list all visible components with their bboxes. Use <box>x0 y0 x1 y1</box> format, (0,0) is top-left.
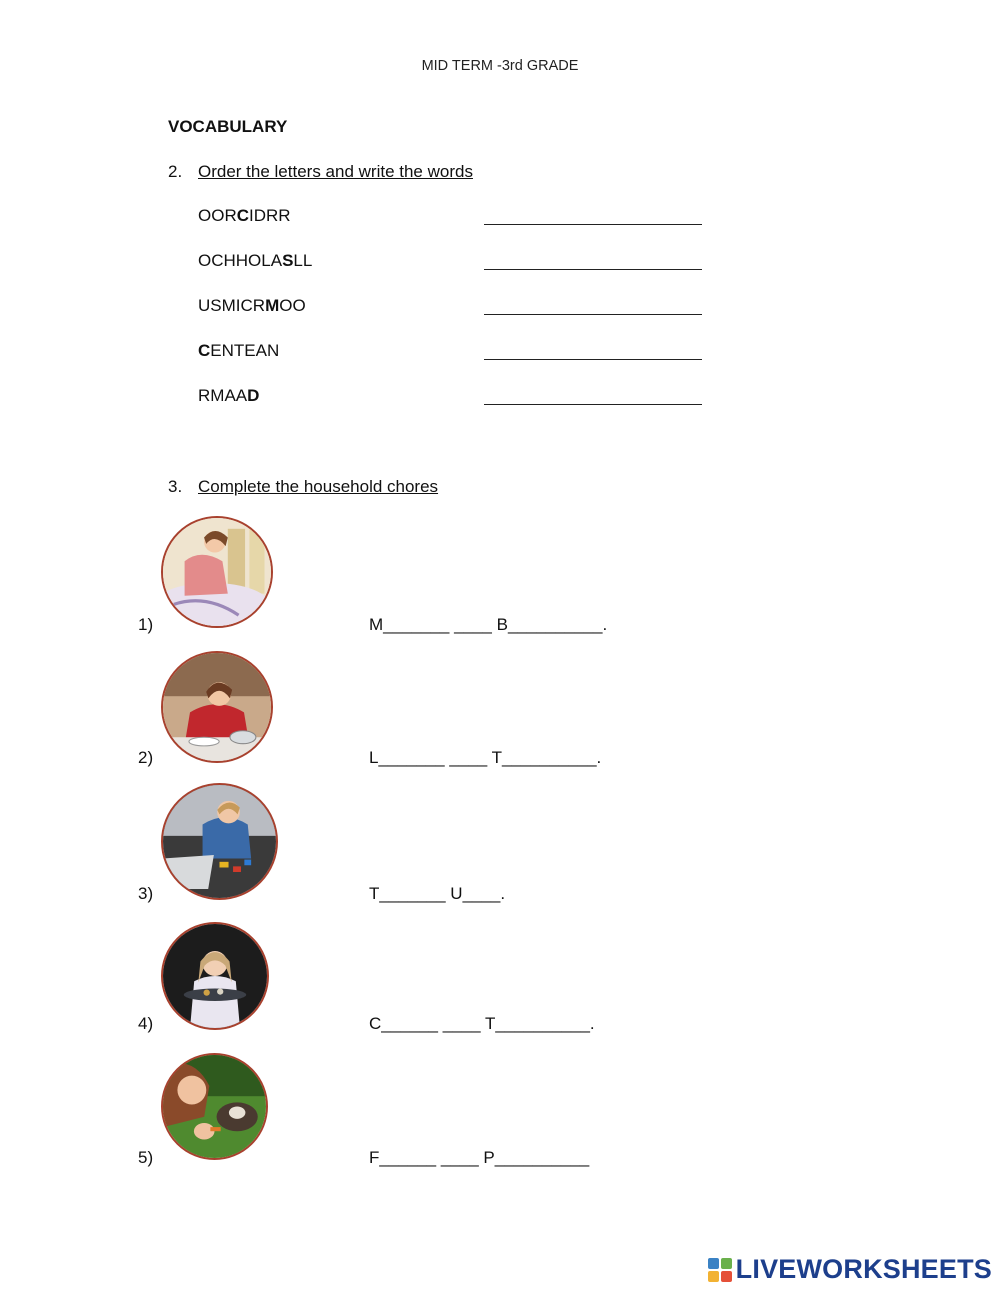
answer-line-4[interactable] <box>484 359 702 360</box>
chore-photo-tidy-up <box>161 783 278 900</box>
answer-line-3[interactable] <box>484 314 702 315</box>
chore-photo-clear-table <box>161 922 269 1030</box>
scrambled-word-1: OORCIDRR <box>198 206 291 225</box>
chore-number-4: 4) <box>138 1014 154 1033</box>
chore-blank-5[interactable]: F______ ____ P__________ <box>369 1148 590 1167</box>
q3-number: 3. <box>168 477 183 496</box>
answer-line-1[interactable] <box>484 224 702 225</box>
q2-number: 2. <box>168 162 183 181</box>
page-header: MID TERM -3rd GRADE <box>421 58 579 74</box>
chore-blank-3[interactable]: T_______ U____. <box>369 884 506 903</box>
q3-instruction: Complete the household chores <box>198 477 439 496</box>
chore-photo-make-bed <box>161 516 273 628</box>
section-title: VOCABULARY <box>168 117 288 136</box>
logo-mark-icon <box>708 1258 732 1282</box>
logo-text: LIVEWORKSHEETS <box>735 1254 992 1284</box>
scrambled-word-3: USMICRMOO <box>198 296 306 315</box>
scrambled-word-2: OCHHOLASLL <box>198 251 313 270</box>
answer-line-2[interactable] <box>484 269 702 270</box>
scrambled-word-5: RMAAD <box>198 386 260 405</box>
scrambled-word-4: CENTEAN <box>198 341 280 360</box>
chore-number-5: 5) <box>138 1148 154 1167</box>
chore-photo-lay-table <box>161 651 273 763</box>
answer-line-5[interactable] <box>484 404 702 405</box>
liveworksheets-logo <box>708 1254 992 1285</box>
chore-blank-2[interactable]: L_______ ____ T__________. <box>369 748 602 767</box>
chore-blank-4[interactable]: C______ ____ T__________. <box>369 1014 595 1033</box>
chore-number-2: 2) <box>138 748 154 767</box>
chore-blank-1[interactable]: M_______ ____ B__________. <box>369 615 608 634</box>
chore-photo-feed-pet <box>161 1053 268 1160</box>
chore-number-3: 3) <box>138 884 154 903</box>
chore-number-1: 1) <box>138 615 154 634</box>
q2-instruction: Order the letters and write the words <box>198 162 473 181</box>
